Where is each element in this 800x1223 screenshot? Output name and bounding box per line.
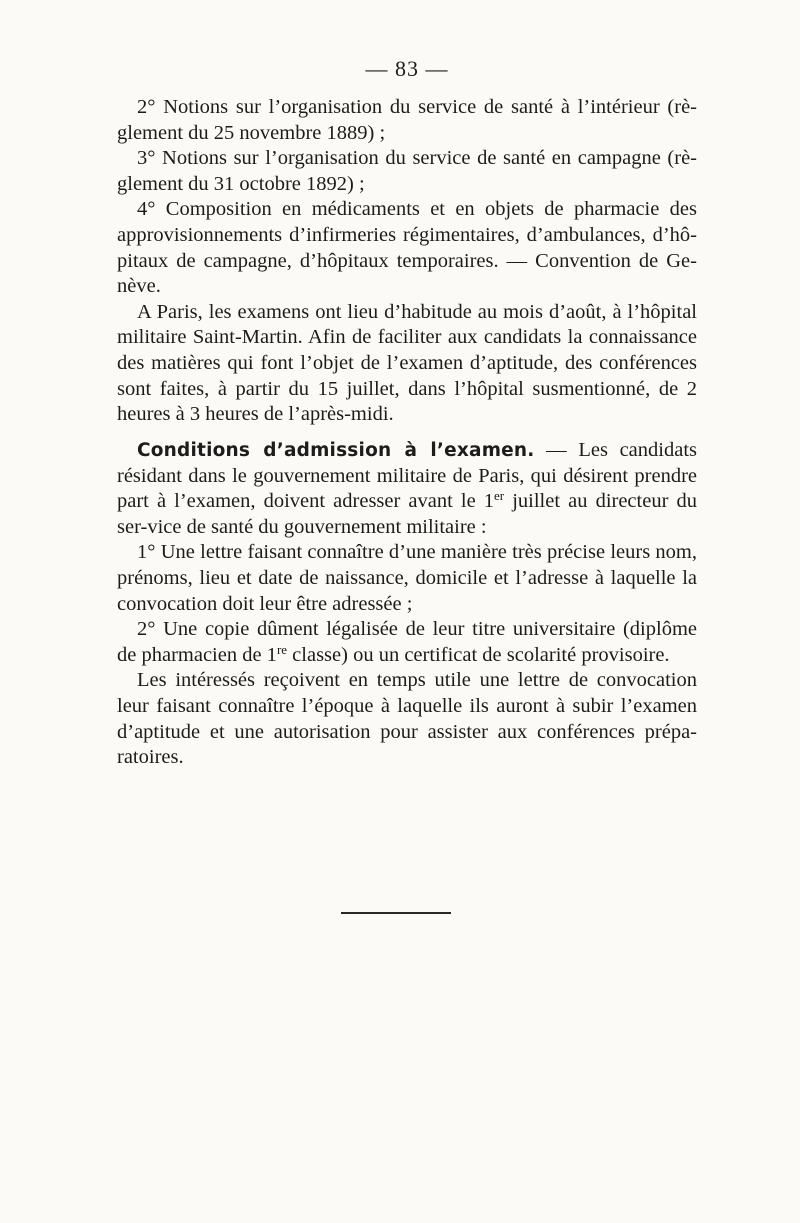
superscript-re: re [276, 641, 288, 657]
admission-intro-text: — Les candidats résidant dans le gouvernement militaire de Paris, qui désirent prendre part à l’examen, doivent adresser avant le 1 [117, 439, 697, 513]
paragraph-item-2: 2° Notions sur l’organisation du service de santé à l’intérieur (rè-glement du 25 novembre 1889) ; [117, 96, 697, 144]
superscript-er: er [494, 488, 505, 504]
paragraph-item-3: 3° Notions sur l’organisation du service de santé en campagne (rè-glement du 31 octobre 1892) ; [117, 147, 697, 195]
text-block-requirements [117, 95, 697, 428]
page-number: — 83 — [365, 56, 449, 81]
section-heading: Conditions d’admission à l’examen. [137, 440, 535, 461]
paragraph-item-2-copy [117, 617, 697, 668]
admission-intro-text-end: juillet au directeur du ser-vice de santé du gouvernement militaire : [117, 490, 697, 538]
paragraph-closing: Les intéressés reçoivent en temps utile une lettre de convocation leur faisant connaître l’époque à laquelle ils auront à subir l’examen d’aptitude et une autorisation pour assister aux conférences prépa-ratoires. [117, 669, 697, 769]
text-block-admission [117, 438, 697, 771]
paragraph-item-4: 4° Composition en médicaments et en objets de pharmacie des approvisionnements d’infirmeries régimentaires, d’ambulances, d’hô-pitaux de campagne, d’hôpitaux temporaires. — Convention de Ge-nève. [117, 198, 697, 298]
end-rule-divider [341, 912, 451, 914]
paragraph-paris-exams: A Paris, les examens ont lieu d’habitude au mois d’août, à l’hôpital militaire Saint-Martin. Afin de faciliter aux candidats la connaissance des matières qui font l’objet de l’examen d’aptitude, des conférences sont faites, à partir du 15 juillet, dans l’hôpital susmentionné, de 2 heures à 3 heures de l’après-midi. [117, 300, 697, 426]
paragraph-admission-conditions [117, 438, 697, 540]
paragraph-item-1-letter: 1° Une lettre faisant connaître d’une manière très précise leurs nom, prénoms, lieu et date de naissance, domicile et l’adresse à laquelle la convocation doit leur être adressée ; [117, 541, 697, 615]
item-2-text-end: classe) ou un certificat de scolarité provisoire. [287, 643, 670, 666]
item-2-text: 2° Une copie dûment légalisée de leur titre universitaire (diplôme de pharmacien de 1 [117, 618, 697, 666]
